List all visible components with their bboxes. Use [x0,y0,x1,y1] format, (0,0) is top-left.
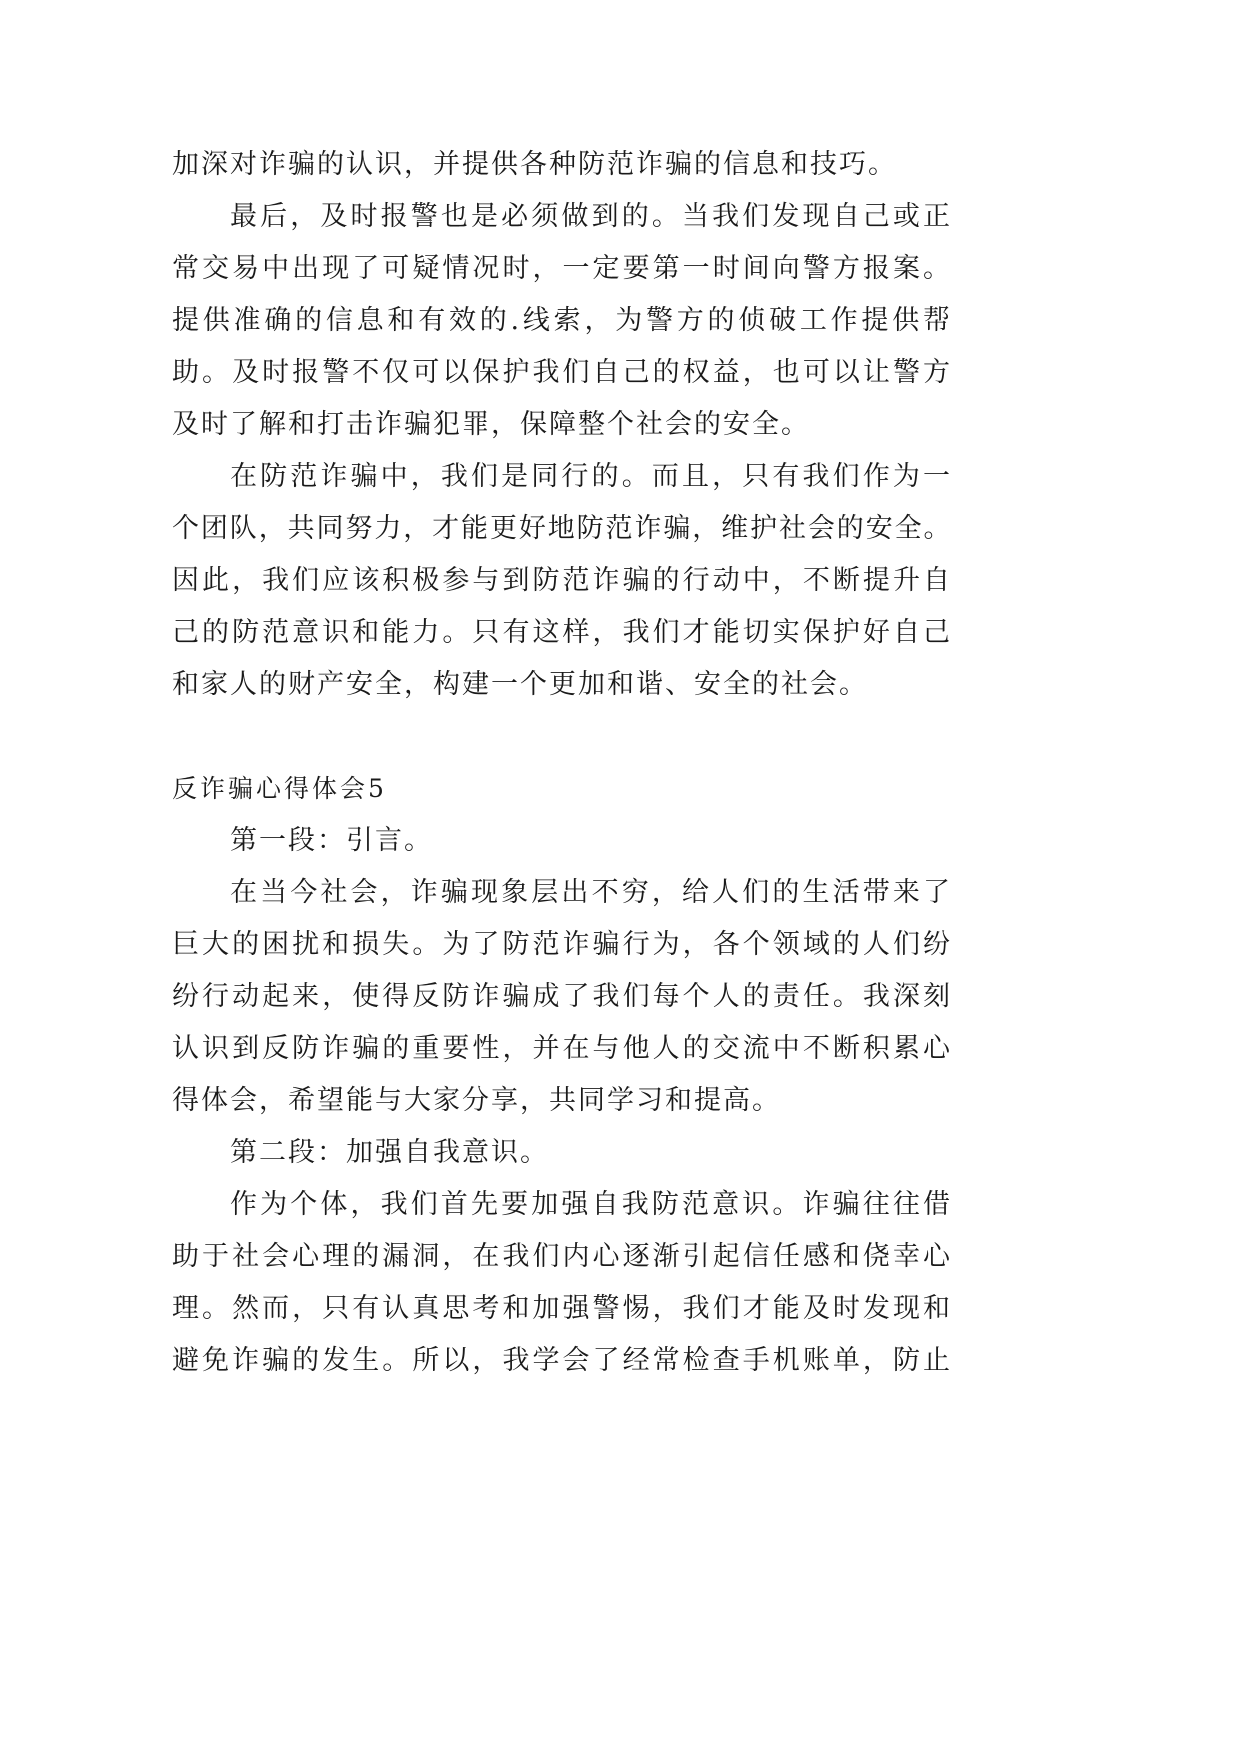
paragraph [172,451,952,711]
text-line: 因此，我们应该积极参与到防范诈骗的行动中，不断提升自 [172,565,952,596]
text-line: 在防范诈骗中，我们是同行的。而且，只有我们作为一 [230,461,952,492]
text-line: 认识到反防诈骗的重要性，并在与他人的交流中不断积累心 [172,1033,952,1064]
paragraph [172,1127,952,1179]
text-line: 常交易中出现了可疑情况时，一定要第一时间向警方报案。 [172,253,952,284]
paragraph [172,867,952,1127]
text-line: 个团队，共同努力，才能更好地防范诈骗，维护社会的安全。 [172,513,952,544]
text-line: 己的防范意识和能力。只有这样，我们才能切实保护好自己 [172,617,952,648]
text-line: 和家人的财产安全，构建一个更加和谐、安全的社会。 [172,669,868,700]
text-line: 得体会，希望能与大家分享，共同学习和提高。 [172,1085,781,1116]
subsection-title: 第一段：引言。 [230,825,433,856]
text-line: 提供准确的信息和有效的.线索，为警方的侦破工作提供帮 [172,305,952,336]
paragraph [172,139,952,191]
text-line: 纷行动起来，使得反防诈骗成了我们每个人的责任。我深刻 [172,981,952,1012]
section-heading: 反诈骗心得体会5 [172,774,387,803]
text-line: 助于社会心理的漏洞，在我们内心逐渐引起信任感和侥幸心 [172,1241,952,1272]
subsection-title: 第二段：加强自我意识。 [230,1137,549,1168]
text-line: 作为个体，我们首先要加强自我防范意识。诈骗往往借 [230,1189,952,1220]
text-line: 最后，及时报警也是必须做到的。当我们发现自己或正 [230,201,952,232]
paragraph [172,1179,952,1387]
paragraph [172,815,952,867]
text-line: 理。然而，只有认真思考和加强警惕，我们才能及时发现和 [172,1293,952,1324]
text-line: 避免诈骗的发生。所以，我学会了经常检查手机账单，防止 [172,1345,952,1376]
text-line: 在当今社会，诈骗现象层出不穷，给人们的生活带来了 [230,877,952,908]
text-line: 及时了解和打击诈骗犯罪，保障整个社会的安全。 [172,409,810,440]
paragraph [172,191,952,451]
text-line: 加深对诈骗的认识，并提供各种防范诈骗的信息和技巧。 [172,149,897,180]
page-body [172,139,952,1387]
text-line: 巨大的困扰和损失。为了防范诈骗行为，各个领域的人们纷 [172,929,952,960]
text-line: 助。及时报警不仅可以保护我们自己的权益，也可以让警方 [172,357,952,388]
